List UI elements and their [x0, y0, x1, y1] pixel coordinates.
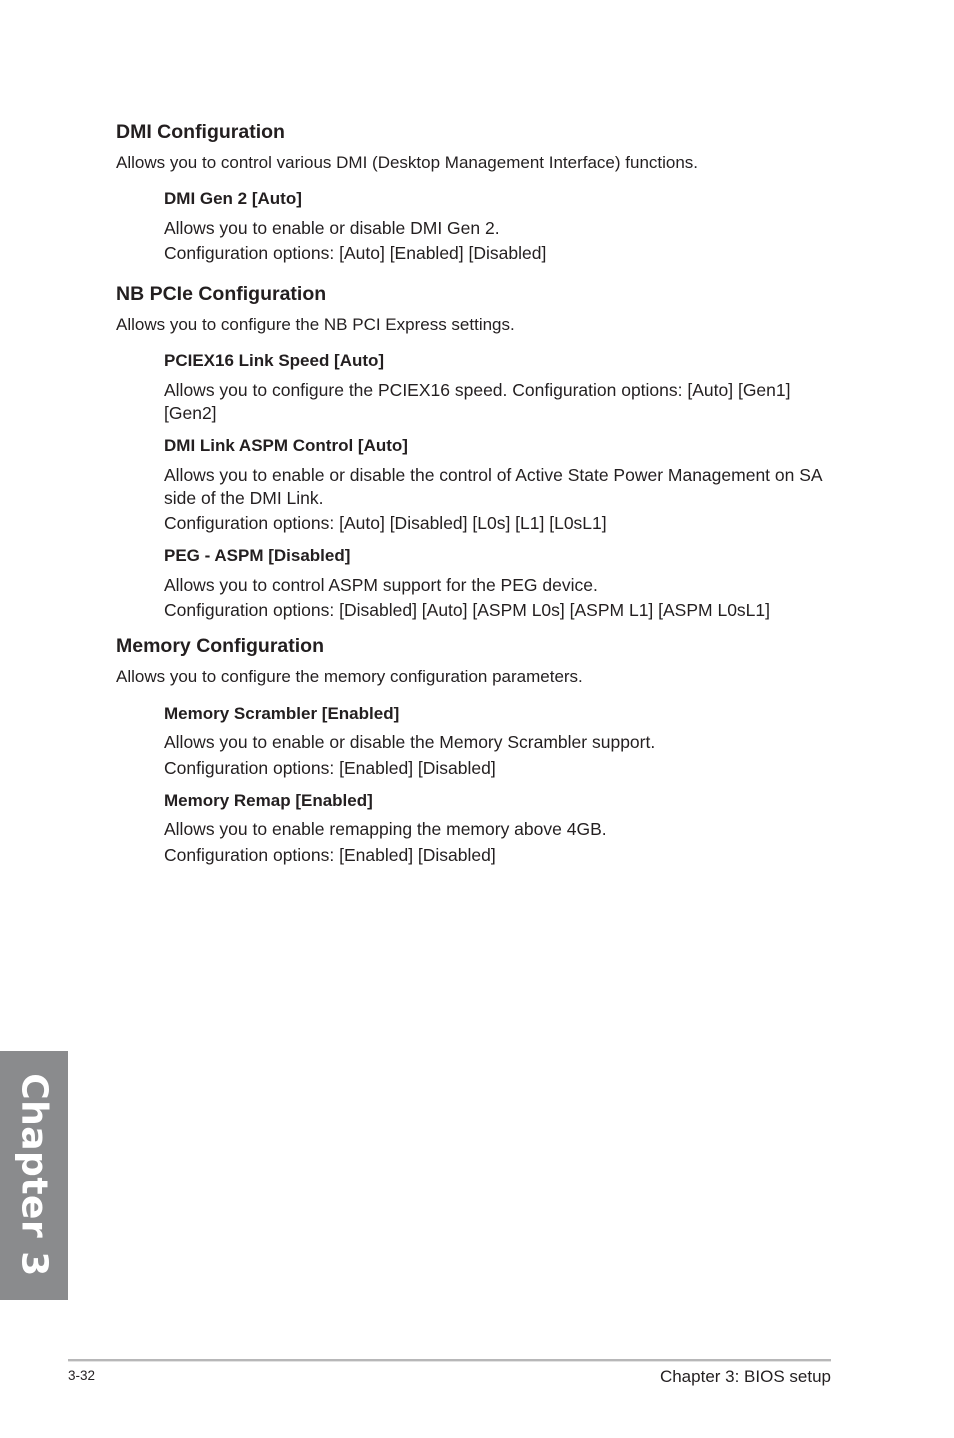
item-text-dmi-link-aspm-control-line-3: Configuration options: [Auto] [Disabled] [L0s] [L1] [L0sL1]	[164, 513, 607, 533]
footer-divider-shadow	[68, 1361, 831, 1362]
item-text-pciex16-link-speed-line-1: Allows you to configure the PCIEX16 speed. Configuration options: [Auto] [Gen1]	[164, 380, 791, 400]
section-title-nb-pcie-configuration: NB PCIe Configuration	[116, 283, 327, 305]
item-text-dmi-link-aspm-control-line-2: side of the DMI Link.	[164, 488, 324, 508]
item-title-memory-remap: Memory Remap [Enabled]	[164, 791, 373, 810]
item-text-memory-scrambler-line-2: Configuration options: [Enabled] [Disabled]	[164, 758, 496, 778]
item-title-dmi-link-aspm-control: DMI Link ASPM Control [Auto]	[164, 436, 408, 455]
chapter-side-tab	[0, 1051, 68, 1300]
footer-chapter-title: Chapter 3: BIOS setup	[659, 1367, 831, 1386]
section-title-memory-configuration: Memory Configuration	[116, 635, 324, 657]
item-text-memory-scrambler-line-1: Allows you to enable or disable the Memory Scrambler support.	[164, 732, 656, 752]
section-description-memory-configuration: Allows you to configure the memory configuration parameters.	[116, 667, 583, 686]
section-description-nb-pcie-configuration: Allows you to configure the NB PCI Express settings.	[116, 315, 515, 334]
item-title-memory-scrambler: Memory Scrambler [Enabled]	[164, 704, 400, 723]
item-title-pciex16-link-speed: PCIEX16 Link Speed [Auto]	[164, 351, 385, 370]
item-text-pciex16-link-speed-line-2: [Gen2]	[164, 403, 217, 423]
item-text-peg-aspm-line-2: Configuration options: [Disabled] [Auto] [ASPM L0s] [ASPM L1] [ASPM L0sL1]	[164, 600, 771, 620]
item-text-dmi-link-aspm-control-line-1: Allows you to enable or disable the control of Active State Power Management on SA	[164, 465, 823, 485]
chapter-side-tab-label: Chapter 3	[13, 1073, 55, 1277]
item-title-peg-aspm: PEG - ASPM [Disabled]	[164, 546, 351, 565]
section-title-dmi-configuration: DMI Configuration	[116, 121, 285, 143]
page-number: 3-32	[68, 1368, 96, 1383]
item-text-memory-remap-line-2: Configuration options: [Enabled] [Disabled]	[164, 845, 496, 865]
item-text-dmi-gen-2-line-2: Configuration options: [Auto] [Enabled] [Disabled]	[164, 243, 547, 263]
item-text-memory-remap-line-1: Allows you to enable remapping the memory above 4GB.	[164, 819, 607, 839]
item-title-dmi-gen-2: DMI Gen 2 [Auto]	[164, 189, 302, 208]
section-description-dmi-configuration: Allows you to control various DMI (Desktop Management Interface) functions.	[116, 153, 699, 172]
item-text-peg-aspm-line-1: Allows you to control ASPM support for the PEG device.	[164, 575, 598, 595]
item-text-dmi-gen-2-line-1: Allows you to enable or disable DMI Gen 2.	[164, 218, 500, 238]
